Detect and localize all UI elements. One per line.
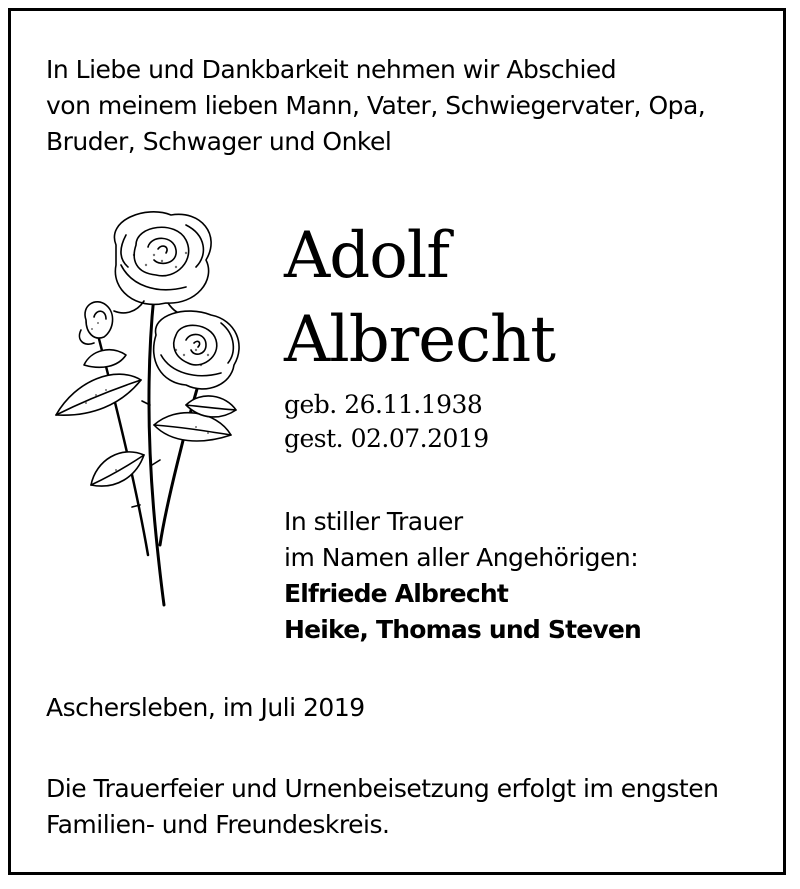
deceased-name	[284, 214, 555, 382]
funeral-line-2: Familien- und Freundeskreis.	[46, 810, 390, 839]
funeral-line-1: Die Trauerfeier und Urnenbeisetzung erfolgt im engsten	[46, 774, 719, 803]
deceased-first-name: Adolf	[284, 219, 449, 293]
rose-illustration	[36, 205, 251, 615]
intro-line-1: In Liebe und Dankbarkeit nehmen wir Abschied	[46, 55, 617, 84]
mourner-name-1: Elfriede Albrecht	[284, 579, 508, 608]
birth-date: geb. 26.11.1938	[284, 390, 483, 419]
life-dates	[284, 388, 489, 456]
rose-bud	[79, 302, 112, 344]
intro-line-3: Bruder, Schwager und Onkel	[46, 127, 392, 156]
intro-text	[46, 52, 705, 160]
place-date: Aschersleben, im Juli 2019	[46, 693, 365, 722]
top-rose	[114, 212, 211, 315]
death-date: gest. 02.07.2019	[284, 424, 489, 453]
mourner-name-2: Heike, Thomas und Steven	[284, 615, 642, 644]
funeral-notice	[46, 771, 718, 843]
intro-line-2: von meinem lieben Mann, Vater, Schwiegervater, Opa,	[46, 91, 706, 120]
mourners-line-1: In stiller Trauer	[284, 507, 463, 536]
mourners-line-2: im Namen aller Angehörigen:	[284, 543, 639, 572]
mourners-block	[284, 504, 641, 648]
deceased-last-name: Albrecht	[284, 303, 555, 377]
